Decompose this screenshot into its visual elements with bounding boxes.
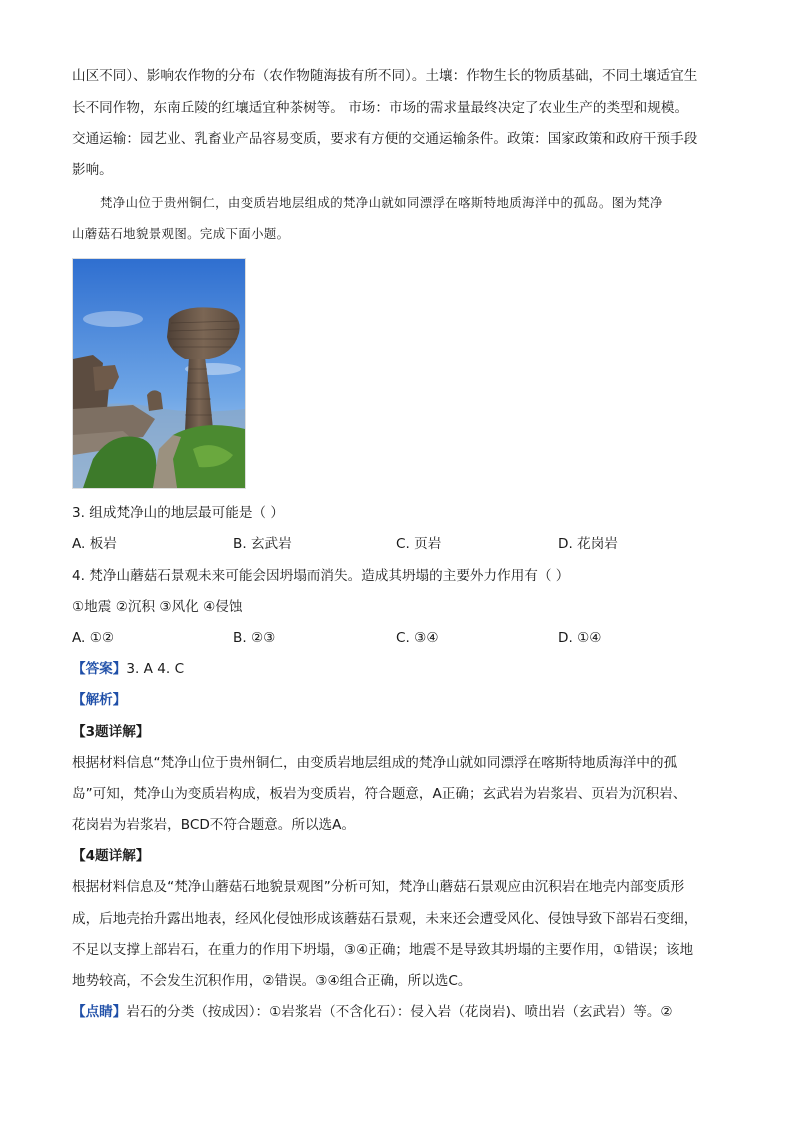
q3-option-d: D. 花岗岩 [558,536,618,552]
q4-option-c: C. ③④ [396,630,439,646]
material-line-2: 山蘑菇石地貌景观图。完成下面小题。 [72,226,290,241]
answer-text: 3. A 4. C [126,661,185,677]
answer-row [72,659,722,679]
detail-3-line-3: 花岗岩为岩浆岩，BCD不符合题意。所以选A。 [72,817,356,833]
q3-option-b: B. 玄武岩 [233,536,292,552]
mushroom-rock-photo [72,258,246,489]
intro-line-1: 山区不同）、影响农作物的分布（农作物随海拔有所不同）。土壤：作物生长的物质基础，不同土壤适宜生 [72,68,698,84]
detail-4-label: 【4题详解】 [72,848,150,864]
intro-line-3: 交通运输：园艺业、乳畜业产品容易变质，要求有方便的交通运输条件。政策：国家政策和政府干预手段 [72,131,698,147]
analysis-label: 【解析】 [72,692,127,708]
detail-4-line-3: 不足以支撑上部岩石，在重力的作用下坍塌，③④正确；地震不是导致其坍塌的主要作用，①错误；该地 [72,942,694,958]
question-4-choices: ①地震 ②沉积 ③风化 ④侵蚀 [72,599,243,615]
detail-4-line-4: 地势较高，不会发生沉积作用，②错误。③④组合正确，所以选C。 [72,973,472,989]
material-line-1: 梵净山位于贵州铜仁，由变质岩地层组成的梵净山就如同漂浮在喀斯特地质海洋中的孤岛。图为梵净 [100,195,663,210]
tip-row [72,1002,722,1022]
q3-option-a: A. 板岩 [72,536,117,552]
q3-option-c: C. 页岩 [396,536,442,552]
detail-4-line-1: 根据材料信息及“梵净山蘑菇石地貌景观图”分析可知，梵净山蘑菇石景观应由沉积岩在地壳内部变质形 [72,879,685,895]
detail-4-line-2: 成，后地壳抬升露出地表，经风化侵蚀形成该蘑菇石景观，未来还会遭受风化、侵蚀导致下部岩石变细， [72,911,698,927]
intro-line-2: 长不同作物，东南丘陵的红壤适宜种茶树等。 市场：市场的需求量最终决定了农业生产的类型和规模。 [72,100,689,116]
question-3-stem: 3. 组成梵净山的地层最可能是（ ） [72,505,284,521]
intro-line-4: 影响。 [72,162,113,178]
q4-option-b: B. ②③ [233,630,276,646]
answer-label: 【答案】 [72,661,127,677]
question-4-stem: 4. 梵净山蘑菇石景观未来可能会因坍塌而消失。造成其坍塌的主要外力作用有（ ） [72,568,570,584]
detail-3-label: 【3题详解】 [72,724,150,740]
tip-text: 岩石的分类（按成因）：①岩浆岩（不含化石）：侵入岩（花岗岩)、喷出岩（玄武岩）等。② [126,1004,673,1020]
detail-3-line-2: 岛”可知，梵净山为变质岩构成，板岩为变质岩，符合题意，A正确；玄武岩为岩浆岩、页岩为沉积岩、 [72,786,687,802]
q4-option-a: A. ①② [72,630,115,646]
q4-option-d: D. ①④ [558,630,602,646]
detail-3-line-1: 根据材料信息“梵净山位于贵州铜仁，由变质岩地层组成的梵净山就如同漂浮在喀斯特地质海洋中的孤 [72,755,678,771]
tip-label: 【点睛】 [72,1004,127,1020]
